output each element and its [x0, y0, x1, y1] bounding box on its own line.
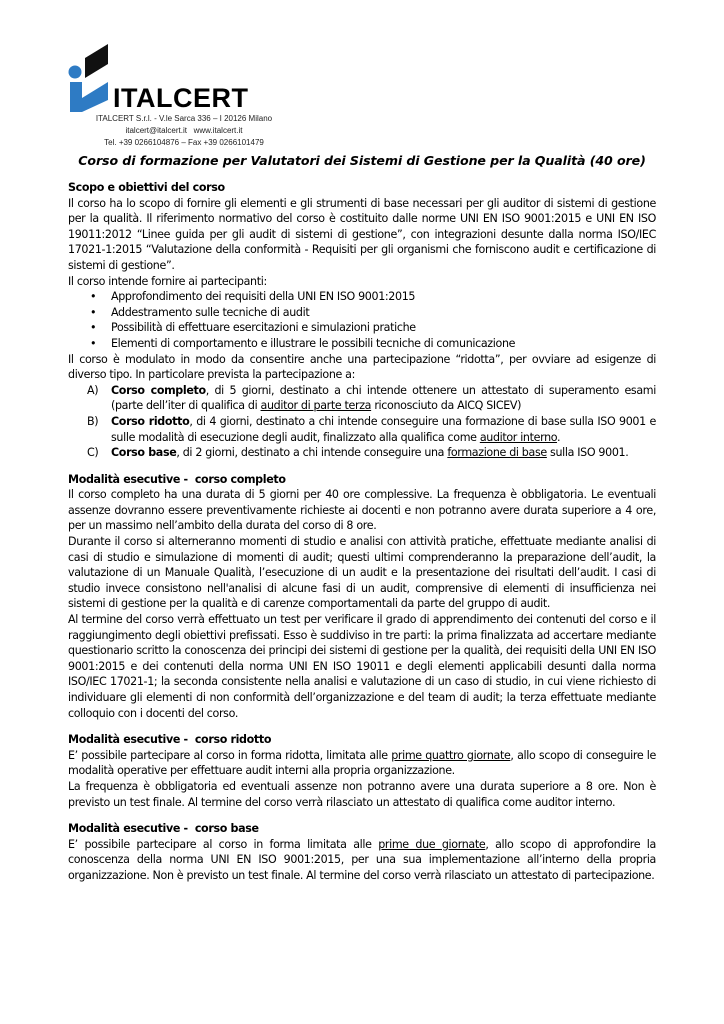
paragraph-text: E’ possibile partecipare al corso in forma limitata alle: [68, 837, 379, 851]
course-options-list: [68, 383, 656, 461]
option-text: .: [557, 430, 561, 444]
option-label: B): [87, 414, 99, 428]
option-name: Corso ridotto: [111, 414, 190, 428]
list-item: [68, 289, 656, 305]
underlined-text: prime due giornate: [378, 837, 486, 851]
option-text: , di 2 giorni, destinato a chi intende conseguire una: [176, 446, 448, 460]
paragraph-text: E’ possibile partecipare al corso in forma ridotta, limitata alle: [68, 748, 392, 762]
paragraph: Il corso completo ha una durata di 5 giorni per 40 ore complessive. La frequenza è obbligatoria. Le eventuali assenze dovranno essere preventivamente richieste ai docenti e non potranno avere durata superiore a 4 ore, per un massimo nell’ambito della durata del corso di 8 ore.: [68, 488, 656, 533]
list-item: [68, 336, 656, 352]
bullet-icon: •: [90, 321, 97, 335]
scope-paragraph: Il corso ha lo scopo di fornire gli elementi e gli strumenti di base necessari per gli auditor di sistemi di gestione per la qualità. Il riferimento normativo del corso è costituito dalle norme UNI EN ISO 9001:2015 e UNI EN ISO 19011:2012 “Linee guida per gli audit di sistemi di gestione”, con integrazioni desunte dalla norma ISO/IEC 17021-1:2015 “Valutazione della conformità - Requisiti per gli organismi che forniscono audit e certificazione di sistemi di gestione”.: [68, 196, 656, 272]
bullet-icon: •: [90, 305, 97, 319]
option-text: , di 4 giorni, destinato a chi intende conseguire una formazione di base sulla ISO 9001 e sulle modalità di esecuzione degli audit, finalizzato alla qualifica come: [111, 414, 657, 444]
list-item-text: Possibilità di effettuare esercitazioni e simulazioni pratiche: [111, 321, 416, 335]
course-option-a: [68, 383, 656, 414]
document-title: Corso di formazione per Valutatori dei Sistemi di Gestione per la Qualità (40 ore): [78, 153, 646, 168]
option-name: Corso base: [111, 446, 177, 460]
paragraph: [68, 837, 656, 884]
section-scope: [68, 180, 656, 461]
paragraph: La frequenza è obbligatoria ed eventuali assenze non potranno avere una durata superiore a 8 ore. Non è previsto un test finale. Al termine del corso verrà rilasciato un attestato di qualifica come auditor interno.: [68, 779, 656, 809]
logo-black-shape: [85, 44, 108, 78]
section-corso-ridotto: [68, 732, 656, 810]
option-name: Corso completo: [111, 383, 206, 397]
objectives-list: [68, 289, 656, 351]
section-heading: Modalità esecutive - corso completo: [68, 472, 286, 486]
participation-paragraph: Il corso è modulato in modo da consentire anche una partecipazione “ridotta”, per ovviare ad esigenze di diverso tipo. In particolare prevista la partecipazione a:: [68, 352, 656, 382]
list-item-text: Addestramento sulle tecniche di audit: [111, 305, 310, 319]
paragraph: Durante il corso si alterneranno momenti di studio e analisi con attività pratiche, effettuate mediante analisi di casi di studio e simulazione di momenti di audit; questi ultimi comprenderanno la preparazione dell’audit, la valutazione di un Manuale Qualità, l’esecuzione di un audit e la presentazione dei risultati dell’audit. I casi di studio invece consistono nell'analisi di alcune fasi di un audit, comprensive di elementi di insufficienza nei sistemi di gestione per la qualità e di carenze comportamentali da parte del gruppo di audit.: [68, 535, 656, 611]
option-underlined-text: auditor interno: [479, 430, 558, 444]
document-body: [68, 180, 656, 884]
option-text: sulla ISO 9001.: [546, 446, 629, 460]
paragraph: [68, 748, 656, 779]
bullet-icon: •: [90, 290, 97, 304]
section-heading: Scopo e obiettivi del corso: [68, 181, 225, 194]
list-item: [68, 305, 656, 321]
option-underlined-text: auditor di parte terza: [260, 399, 372, 413]
paragraph: Al termine del corso verrà effettuato un test per verificare il grado di apprendimento dei contenuti del corso e il raggiungimento degli obiettivi prefissati. Esso è suddiviso in tre parti: la prima finalizzata ad accertare mediante questionario scritto la conoscenza dei principi dei sistemi di gestione per la qualità, dei requisiti della UNI EN ISO 9001:2015 e dei contenuti della norma UNI EN ISO 19011 e degli elementi applicabili desunti dalla norma ISO/IEC 17021-1; la seconda consistente nella analisi e valutazione di un caso di studio, in cui viene richiesto di individuare gli elementi di non conformità dell’organizzazione e del team di audit; la terza effettuate mediante colloquio con i docenti del corso.: [68, 613, 656, 720]
paragraph-text: , allo scopo di conseguire le modalità operative per effettuare audit interni alla propria organizzazione.: [68, 748, 656, 778]
spacer: [68, 810, 656, 821]
course-option-c: [68, 445, 656, 461]
option-underlined-text: formazione di base: [447, 446, 547, 460]
list-item: [68, 320, 656, 336]
logo-blue-shape: [70, 82, 108, 112]
section-heading: Modalità esecutive - corso base: [68, 822, 259, 836]
list-item-text: Elementi di comportamento e illustrare le possibili tecniche di comunicazione: [111, 336, 516, 350]
option-text: riconosciuto da AICQ SICEV): [371, 399, 522, 413]
section-corso-base: [68, 821, 656, 883]
option-label: C): [87, 446, 99, 460]
logo-blue-dot: [69, 66, 82, 79]
option-label: A): [87, 383, 99, 397]
list-item-text: Approfondimento dei requisiti della UNI EN ISO 9001:2015: [111, 290, 416, 304]
section-corso-completo: [68, 472, 656, 722]
section-heading: Modalità esecutive - corso ridotto: [68, 733, 272, 747]
brand-name: ITALCERT: [113, 83, 249, 113]
italcert-logo-icon: [68, 44, 108, 112]
company-address: ITALCERT S.r.l. - V.le Sarca 336 – I 20126 Milano: [95, 114, 273, 123]
course-option-b: [68, 414, 656, 445]
company-phone-fax: Tel. +39 0266104876 – Fax +39 0266101479: [104, 138, 264, 147]
paragraph-text: , allo scopo di approfondire la conoscenza della norma UNI EN ISO 9001:2015, per una sua implementazione all’interno della propria organizzazione. Non è previsto un test finale. Al termine del corso verrà rilasciato un attestato di partecipazione.: [68, 837, 656, 882]
list-intro: Il corso intende fornire ai partecipanti:: [68, 274, 267, 288]
underlined-text: prime quattro giornate: [391, 748, 511, 762]
company-contacts: italcert@italcert.it www.italcert.it: [125, 126, 243, 135]
spacer: [68, 461, 656, 472]
spacer: [68, 721, 656, 732]
option-text: , di 5 giorni, destinato a chi intende ottenere un attestato di superamento esami (parte dell’iter di qualifica di: [111, 383, 656, 413]
bullet-icon: •: [90, 336, 97, 350]
